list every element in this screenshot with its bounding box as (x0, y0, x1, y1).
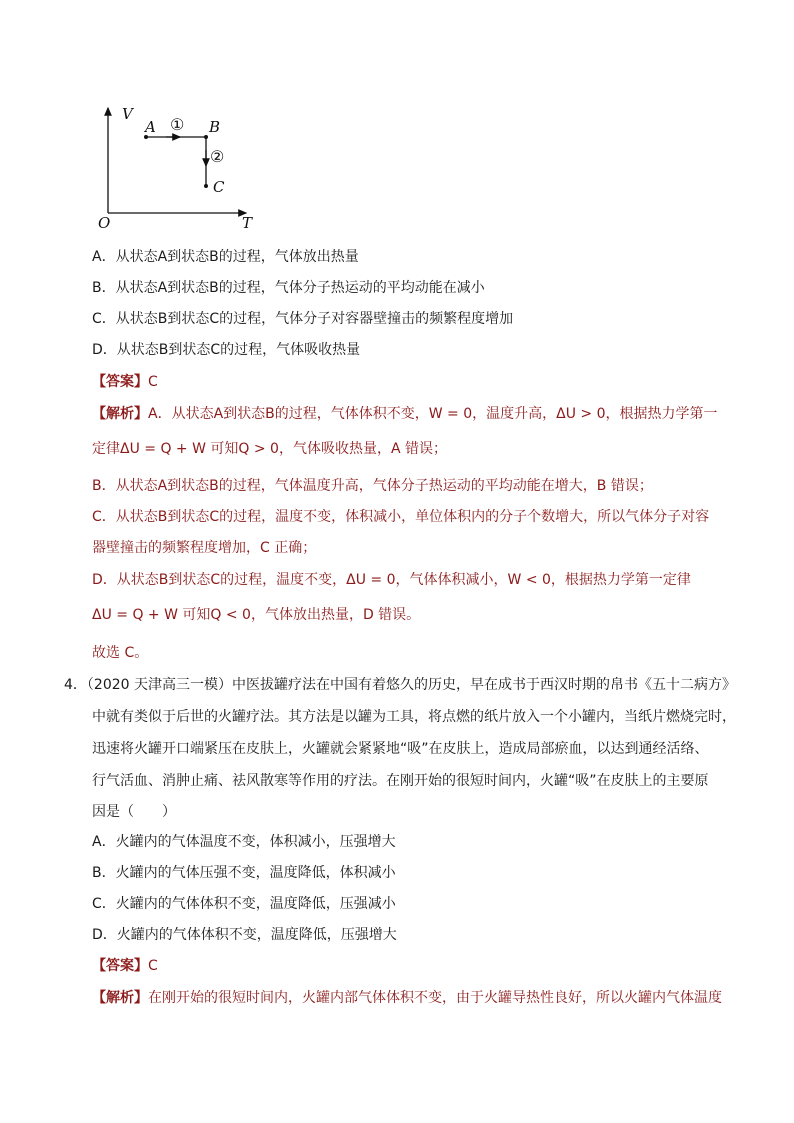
analysis-label: 【解析】 (92, 406, 148, 422)
q4-stem-line-5: 因是（ ） (92, 804, 176, 820)
point-a-label: A (145, 118, 156, 136)
analysis-text: A．从状态A到状态B的过程，气体体积不变，W = 0，温度升高，ΔU > 0，根据热力学第一 (148, 406, 718, 422)
vt-diagram (96, 100, 266, 235)
q4-option-c: C．火罐内的气体体积不变，温度降低，压强减小 (92, 896, 396, 912)
q4-option-a: A．火罐内的气体温度不变，体积减小，压强增大 (92, 834, 396, 850)
q3-analysis-line-5: 器壁撞击的频繁程度增加，C 正确； (92, 540, 317, 556)
q3-analysis-line-6: D．从状态B到状态C的过程，温度不变，ΔU = 0，气体体积减小，W < 0，根据热力学第一定律 (92, 572, 691, 588)
point-c-label: C (213, 178, 225, 196)
point-c (204, 184, 208, 188)
process-1-label: ① (170, 115, 185, 134)
process-2-label: ② (210, 147, 225, 166)
q3-conclusion: 故选 C。 (92, 645, 149, 661)
origin-label: O (98, 214, 111, 232)
point-b (204, 135, 208, 139)
analysis-label: 【解析】 (92, 990, 148, 1006)
q3-answer-line (92, 373, 158, 391)
q3-analysis-line-3: B．从状态A到状态B的过程，气体温度升高，气体分子热运动的平均动能在增大，B 错误； (92, 478, 653, 494)
answer-label: 【答案】 (92, 374, 148, 390)
q4-stem-line-2: 中就有类似于后世的火罐疗法。其方法是以罐为工具，将点燃的纸片放入一个小罐内，当纸片燃烧完时， (92, 709, 736, 725)
q4-stem-line-4: 行气活血、消肿止痛、祛风散寒等作用的疗法。在刚开始的很短时间内，火罐“吸”在皮肤上的主要原 (92, 773, 709, 789)
q3-analysis-line-1 (92, 405, 718, 423)
analysis-text: 在刚开始的很短时间内，火罐内部气体体积不变，由于火罐导热性良好，所以火罐内气体温度 (148, 990, 722, 1006)
q4-analysis-line-1 (92, 989, 722, 1007)
q3-analysis-line-4: C．从状态B到状态C的过程，温度不变，体积减小，单位体积内的分子个数增大，所以气体分子对容 (92, 509, 710, 525)
q4-option-d: D．火罐内的气体体积不变，温度降低，压强增大 (92, 927, 397, 943)
x-axis-label: T (242, 214, 253, 232)
answer-value: C (148, 374, 158, 390)
answer-label: 【答案】 (92, 958, 148, 974)
q3-option-b: B．从状态A到状态B的过程，气体分子热运动的平均动能在减小 (92, 280, 485, 296)
q3-analysis-line-2: 定律ΔU = Q + W 可知Q > 0，气体吸收热量，A 错误； (92, 441, 447, 457)
q3-option-d: D．从状态B到状态C的过程，气体吸收热量 (92, 342, 361, 358)
answer-value: C (148, 958, 158, 974)
q3-option-a: A．从状态A到状态B的过程，气体放出热量 (92, 249, 359, 265)
q4-stem-line-3: 迅速将火罐开口端紧压在皮肤上，火罐就会紧紧地“吸”在皮肤上，造成局部瘀血，以达到通经活络、 (92, 741, 709, 757)
q4-option-b: B．火罐内的气体压强不变，温度降低，体积减小 (92, 865, 396, 881)
q3-analysis-line-7: ΔU = Q + W 可知Q < 0，气体放出热量，D 错误。 (92, 607, 421, 623)
q3-option-c: C．从状态B到状态C的过程，气体分子对容器壁撞击的频繁程度增加 (92, 311, 514, 327)
y-axis-label: V (122, 105, 133, 123)
q4-answer-line (92, 957, 158, 975)
point-b-label: B (209, 118, 221, 136)
q4-stem-line-1: 4．（2020 天津高三一模）中医拔罐疗法在中国有着悠久的历史，早在成书于西汉时期的帛书《五十二病方》 (64, 677, 736, 693)
